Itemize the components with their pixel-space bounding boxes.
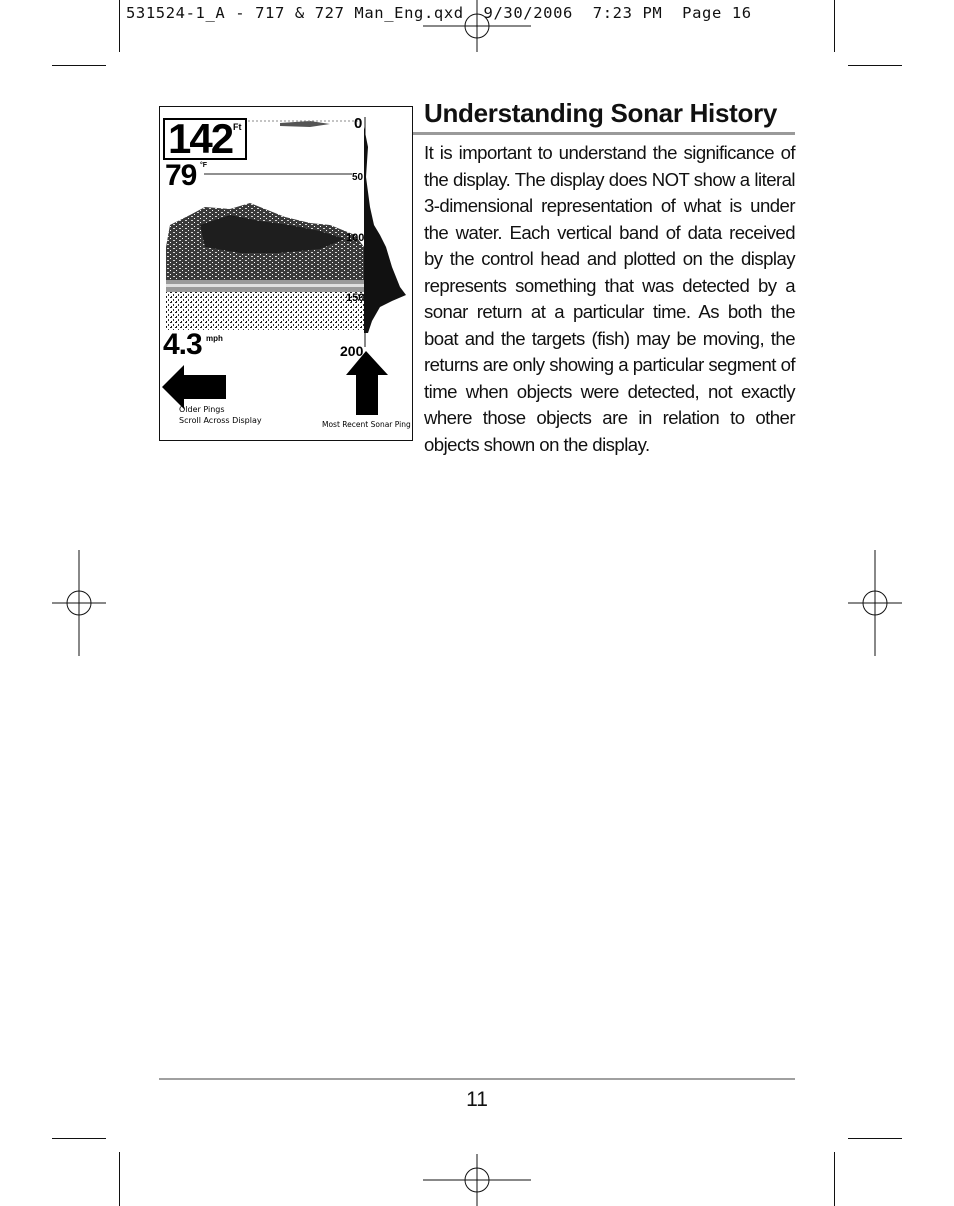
registration-mark-bottom — [423, 1154, 531, 1206]
temperature-unit: °F — [200, 162, 208, 169]
registration-mark-left — [52, 550, 106, 656]
depth-scale-label: 150 — [346, 292, 365, 304]
surface-clutter — [280, 121, 330, 127]
page-number: 11 — [466, 1088, 488, 1111]
temperature-readout: 79 — [165, 159, 197, 192]
registration-mark-right — [848, 550, 902, 656]
section-heading: Understanding Sonar History — [424, 98, 778, 128]
older-pings-caption-line1: Older Pings — [179, 405, 225, 414]
body-paragraph: It is important to understand the significance of the display. The display does NOT show a literal 3-dimensional representation of what is under the water. Each vertical band of data received by the control head and plotted on the display represents something that was detected by a sonar return at a particular time. As both the boat and the targets (fish) may be moving, the returns are only showing a particular segment of time when objects were detected, not exactly where those objects are in relation to other objects shown on the display. — [424, 142, 795, 455]
depth-scale-label: 50 — [352, 172, 364, 183]
heading-rule — [413, 132, 795, 135]
recent-ping-arrow — [346, 351, 388, 415]
sonar-ping-profile — [364, 127, 406, 333]
older-pings-arrow — [162, 365, 226, 409]
footer-rule — [159, 1078, 795, 1080]
speed-readout: 4.3 — [163, 328, 202, 361]
speed-unit: mph — [206, 334, 223, 343]
depth-readout: 142 — [168, 115, 233, 162]
depth-scale-label: 0 — [354, 115, 363, 132]
registration-mark-top — [423, 0, 531, 52]
recent-ping-caption: Most Recent Sonar Ping — [322, 420, 411, 429]
depth-unit: Ft — [233, 122, 242, 132]
sonar-history-figure — [159, 106, 413, 441]
depth-scale-label: 200 — [340, 343, 364, 359]
print-slug: 531524-1_A - 717 & 727 Man_Eng.qxd 9/30/2006 7:23 PM Page 16 — [126, 4, 752, 22]
older-pings-caption-line2: Scroll Across Display — [179, 416, 262, 425]
depth-scale-label: 100 — [346, 232, 365, 244]
